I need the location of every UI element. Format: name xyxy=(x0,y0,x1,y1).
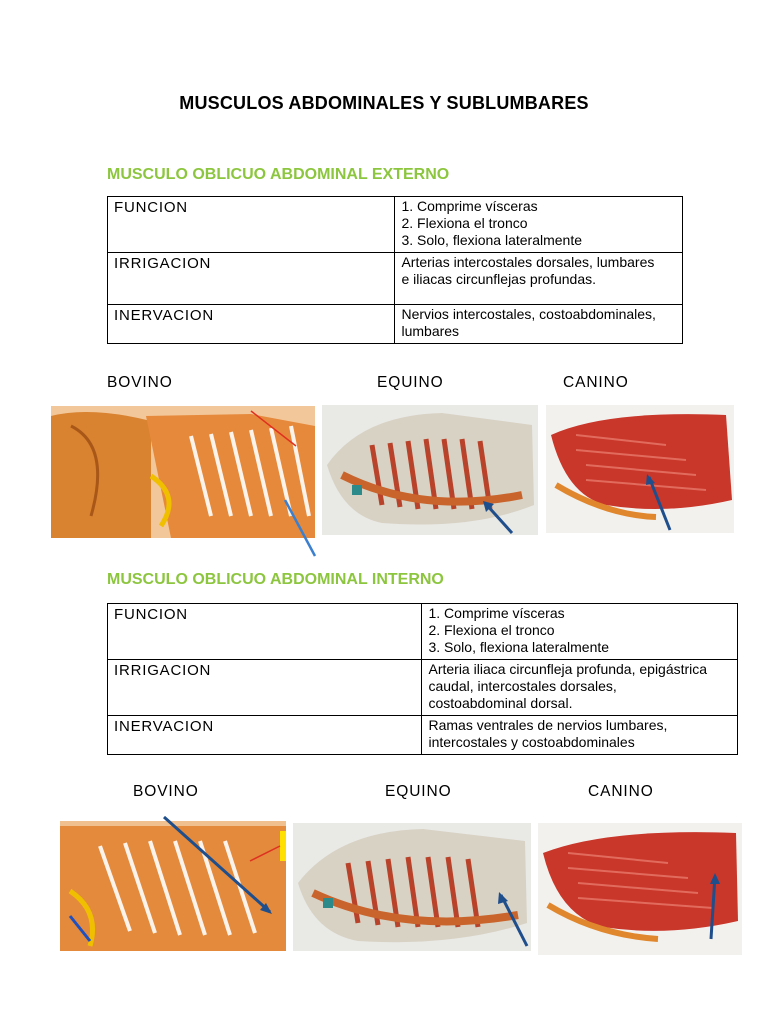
species-label-equino: EQUINO xyxy=(377,374,444,391)
arrow-icon xyxy=(482,500,516,536)
value-line: 2. Flexiona el tronco xyxy=(401,215,528,231)
equine-interno-illustration xyxy=(293,823,531,951)
table-row xyxy=(108,305,683,344)
arrow-icon xyxy=(705,872,721,942)
row-label: IRRIGACION xyxy=(108,660,422,716)
info-table-externo xyxy=(107,196,683,344)
table-row xyxy=(108,604,738,660)
value-line: caudal, intercostales dorsales, xyxy=(428,678,617,694)
row-label: IRRIGACION xyxy=(108,253,395,305)
value-line: intercostales y costoabdominales xyxy=(428,734,635,750)
row-value xyxy=(422,660,738,716)
info-table-interno xyxy=(107,603,738,755)
row-value xyxy=(395,253,683,305)
value-line: 1. Comprime vísceras xyxy=(428,605,565,621)
value-line: 2. Flexiona el tronco xyxy=(428,622,555,638)
section-heading-externo: MUSCULO OBLICUO ABDOMINAL EXTERNO xyxy=(107,166,450,183)
canine-externo-illustration xyxy=(546,405,734,533)
row-value xyxy=(395,197,683,253)
value-line: Arterias intercostales dorsales, lumbares xyxy=(401,254,655,270)
arrow-icon xyxy=(160,813,275,916)
value-line: Ramas ventrales de nervios lumbares, xyxy=(428,717,668,733)
page-title: MUSCULOS ABDOMINALES Y SUBLUMBARES xyxy=(179,93,589,113)
arrow-icon xyxy=(497,891,531,949)
row-label: INERVACION xyxy=(108,716,422,755)
table-row xyxy=(108,716,738,755)
row-label: INERVACION xyxy=(108,305,395,344)
value-line: 3. Solo, flexiona lateralmente xyxy=(401,232,583,248)
row-value xyxy=(422,716,738,755)
value-line: 3. Solo, flexiona lateralmente xyxy=(428,639,610,655)
species-label-bovino: BOVINO xyxy=(133,783,199,800)
arrow-icon xyxy=(283,498,323,560)
arrow-icon xyxy=(645,473,673,533)
row-value xyxy=(422,604,738,660)
value-line: Arteria iliaca circunfleja profunda, epigástrica xyxy=(428,661,708,677)
species-label-canino: CANINO xyxy=(588,783,654,800)
row-label: FUNCION xyxy=(108,197,395,253)
bovine-externo-illustration xyxy=(51,406,315,538)
value-line: 1. Comprime vísceras xyxy=(401,198,538,214)
value-line: e iliacas circunflejas profundas. xyxy=(401,271,597,287)
row-value xyxy=(395,305,683,344)
table-row xyxy=(108,253,683,305)
species-label-canino: CANINO xyxy=(563,374,629,391)
value-line: Nervios intercostales, costoabdominales, xyxy=(401,306,656,322)
value-line: costoabdominal dorsal. xyxy=(428,695,573,711)
section-heading-interno: MUSCULO OBLICUO ABDOMINAL INTERNO xyxy=(107,571,444,588)
row-label: FUNCION xyxy=(108,604,422,660)
table-row xyxy=(108,660,738,716)
value-line: lumbares xyxy=(401,323,460,339)
species-label-bovino: BOVINO xyxy=(107,374,173,391)
table-row xyxy=(108,197,683,253)
species-label-equino: EQUINO xyxy=(385,783,452,800)
